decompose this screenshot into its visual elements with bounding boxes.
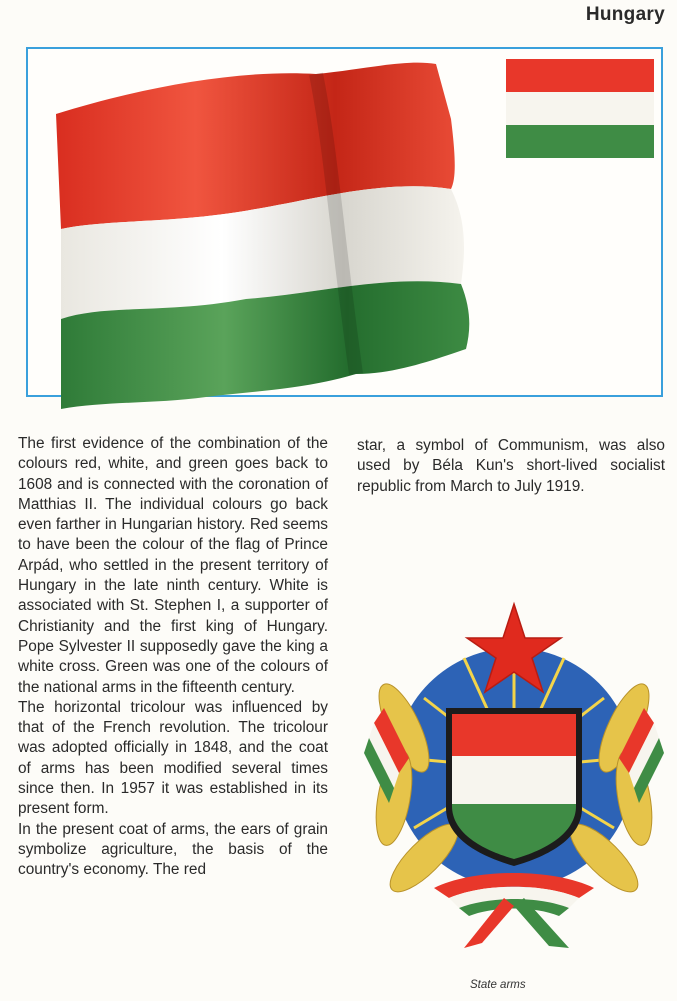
flag-stripe-red [506, 59, 654, 92]
paragraph: In the present coat of arms, the ears of grain symbolize agriculture, the basis of the country's economy. The red [18, 820, 328, 879]
arms-caption: State arms [470, 979, 526, 991]
page-title: Hungary [585, 4, 665, 25]
coat-of-arms-icon [364, 598, 664, 958]
text-column-right [357, 436, 665, 497]
flag-illustration-frame [26, 47, 663, 397]
flat-flag [506, 59, 654, 158]
paragraph: The first evidence of the combination of the colours red, white, and green goes back to 1608 and is connected with the coronation of Matthias II. The individual colours go back even farther in Hungarian history. Red seems to have been the colour of the flag of Prince Arpád, who settled in the present territory of Hungary in the late ninth century. White is associated with St. Stephen I, a supporter of Christianity and the first king of Hungary. Pope Sylvester II supposedly gave the king a white cross. Green was one of the colours of the national arms in the fifteenth century. [18, 435, 328, 696]
flag-stripe-green [506, 125, 654, 158]
flag-stripe-white [506, 92, 654, 125]
paragraph: The horizontal tricolour was influenced by that of the French revolution. The tricolour was adopted officially in 1848, and the coat of arms has been modified several times since then. In 1957 it was established in its present form. [18, 698, 328, 818]
waving-flag-icon [56, 29, 496, 429]
paragraph: star, a symbol of Communism, was also used by Béla Kun's short-lived socialist republic from March to July 1919. [357, 437, 665, 495]
text-column-left [18, 434, 328, 881]
